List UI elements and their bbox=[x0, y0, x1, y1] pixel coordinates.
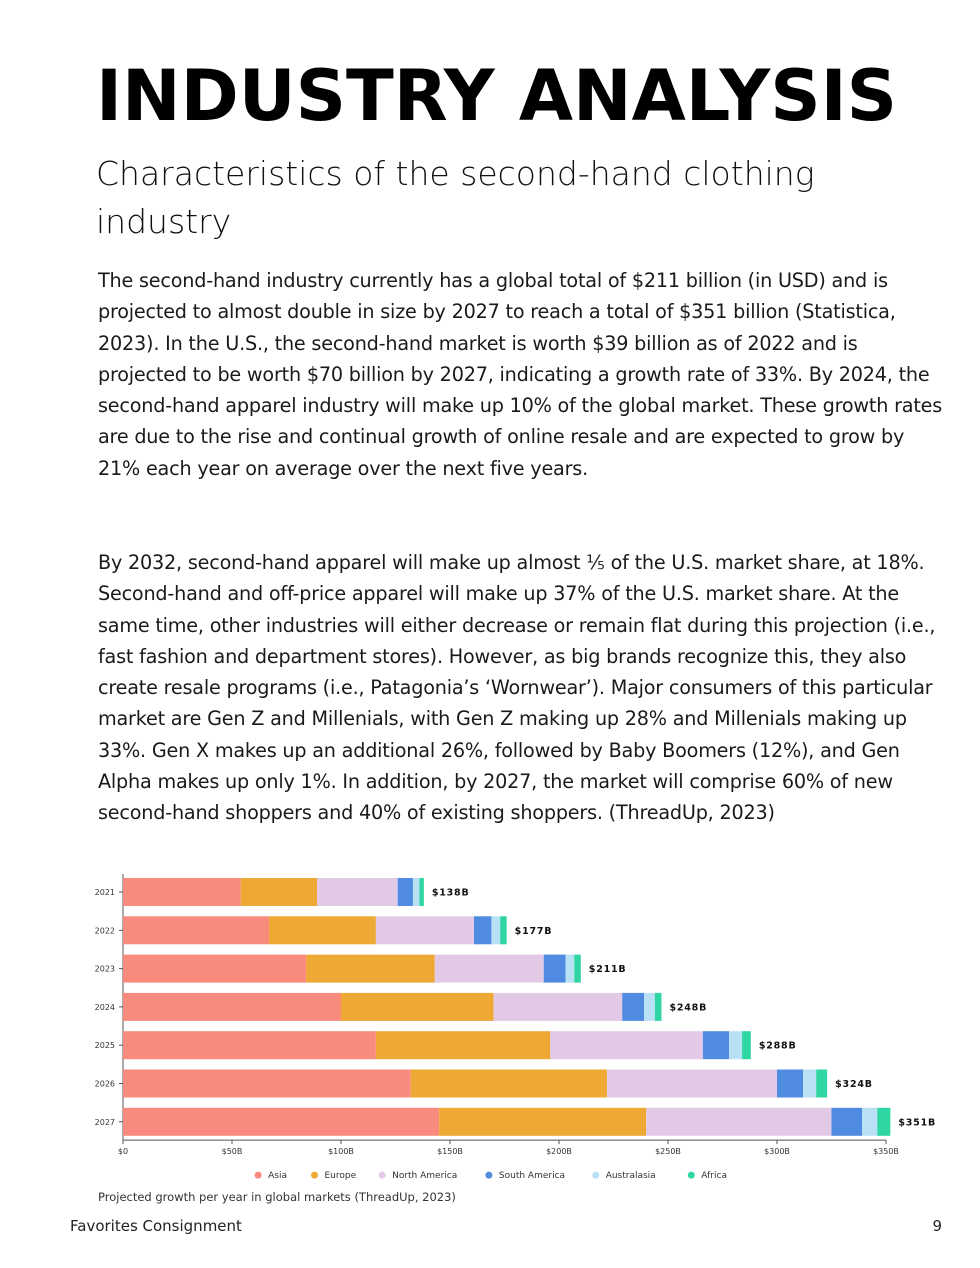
bar-segment-asia bbox=[123, 1108, 439, 1136]
bar-segment-north-america bbox=[646, 1108, 831, 1136]
x-tick-label: $200B bbox=[546, 1147, 572, 1157]
x-tick-label: $300B bbox=[764, 1147, 790, 1157]
bar-segment-australasia bbox=[729, 1031, 742, 1059]
bar-segment-asia bbox=[123, 955, 306, 983]
y-tick-label: 2027 bbox=[94, 1117, 115, 1127]
bar-segment-australasia bbox=[491, 916, 500, 944]
legend-label: South America bbox=[498, 1171, 566, 1182]
bar-segment-africa bbox=[500, 916, 507, 944]
bar-total-label: $324B bbox=[835, 1079, 873, 1090]
bar-segment-africa bbox=[419, 878, 423, 906]
bar-total-label: $211B bbox=[588, 964, 627, 976]
bar-segment-africa bbox=[816, 1070, 827, 1098]
legend-label: Europe bbox=[324, 1171, 357, 1182]
legend-label: Africa bbox=[701, 1171, 727, 1182]
bar-segment-australasia bbox=[566, 955, 575, 983]
x-tick-label: $50B bbox=[221, 1147, 243, 1157]
bar-segment-africa bbox=[655, 993, 662, 1021]
bar-segment-australasia bbox=[862, 1108, 877, 1136]
bar-segment-australasia bbox=[413, 878, 420, 906]
bar-segment-europe bbox=[306, 955, 435, 983]
legend-swatch bbox=[485, 1172, 492, 1179]
bar-segment-australasia bbox=[803, 1070, 816, 1098]
y-tick-label: 2024 bbox=[94, 1002, 115, 1012]
bar-segment-north-america bbox=[376, 916, 474, 944]
legend-swatch bbox=[592, 1172, 599, 1179]
page-title: INDUSTRY ANALYSIS bbox=[96, 55, 898, 137]
bar-segment-north-america bbox=[317, 878, 398, 906]
x-tick-label: $100B bbox=[328, 1147, 354, 1157]
legend-swatch bbox=[379, 1172, 386, 1179]
global-resale-chart bbox=[80, 868, 940, 1188]
footer-brand: Favorites Consignment bbox=[70, 1217, 242, 1235]
y-tick-label: 2025 bbox=[94, 1041, 115, 1051]
bar-segment-south-america bbox=[544, 955, 566, 983]
bar-segment-australasia bbox=[644, 993, 655, 1021]
bar-segment-europe bbox=[411, 1070, 607, 1098]
y-tick-label: 2026 bbox=[94, 1079, 115, 1089]
bar-segment-south-america bbox=[398, 878, 413, 906]
bar-segment-south-america bbox=[777, 1070, 803, 1098]
bar-total-label: $351B bbox=[898, 1117, 937, 1129]
bar-segment-europe bbox=[269, 916, 376, 944]
legend-swatch bbox=[255, 1172, 262, 1179]
x-tick-label: $0 bbox=[117, 1147, 129, 1157]
bar-segment-africa bbox=[877, 1108, 890, 1136]
bar-segment-north-america bbox=[550, 1031, 703, 1059]
legend-swatch bbox=[688, 1172, 695, 1179]
bar-segment-africa bbox=[574, 955, 581, 983]
bar-segment-asia bbox=[123, 1070, 411, 1098]
bar-segment-north-america bbox=[607, 1070, 777, 1098]
chart-caption: Projected growth per year in global markets (ThreadUp, 2023) bbox=[98, 1190, 456, 1204]
page-subtitle: Characteristics of the second-hand clothing industry bbox=[96, 154, 815, 241]
x-tick-label: $150B bbox=[437, 1147, 463, 1157]
bar-segment-south-america bbox=[703, 1031, 729, 1059]
y-tick-label: 2023 bbox=[94, 964, 115, 974]
body-paragraph-1: The second-hand industry currently has a global total of $211 billion (in USD) and is projected to almost double in size by 2027 to reach a total of $351 billion (Statistica, 2023). In the U.S., the second-hand market is worth $39 billion as of 2022 and is projected to be worth $70 billion by 2027, indicating a growth rate of 33%. By 2024, the second-hand apparel industry will make up 10% of the global market. These growth rates are due to the rise and continual growth of online resale and are expected to grow by 21% each year on average over the next five years. bbox=[98, 269, 943, 480]
bar-segment-asia bbox=[123, 916, 269, 944]
legend-label: North America bbox=[392, 1171, 458, 1182]
bar-segment-asia bbox=[123, 993, 341, 1021]
legend-label: Asia bbox=[268, 1171, 287, 1182]
y-tick-label: 2022 bbox=[94, 926, 115, 936]
legend-swatch bbox=[311, 1172, 318, 1179]
bar-segment-north-america bbox=[494, 993, 623, 1021]
legend-label: Australasia bbox=[605, 1171, 656, 1182]
bar-segment-north-america bbox=[435, 955, 544, 983]
bar-total-label: $248B bbox=[669, 1002, 708, 1014]
bar-segment-europe bbox=[439, 1108, 646, 1136]
x-tick-label: $350B bbox=[873, 1147, 899, 1157]
page-number: 9 bbox=[932, 1217, 942, 1235]
bar-segment-asia bbox=[123, 1031, 376, 1059]
bar-segment-africa bbox=[742, 1031, 751, 1059]
bar-segment-south-america bbox=[622, 993, 644, 1021]
bar-segment-europe bbox=[341, 993, 494, 1021]
bar-segment-europe bbox=[241, 878, 317, 906]
x-tick-label: $250B bbox=[655, 1147, 681, 1157]
bar-segment-europe bbox=[376, 1031, 550, 1059]
bar-total-label: $138B bbox=[431, 887, 470, 899]
y-tick-label: 2021 bbox=[94, 888, 115, 897]
body-paragraph-2: By 2032, second-hand apparel will make up almost ⅕ of the U.S. market share, at 18%. Second-hand and off-price apparel will make up 37% of the U.S. market share. At the same time, other industries will either decrease or remain flat during this projection (i.e., fast fashion and department stores). However, as big brands recognize this, they also create resale programs (i.e., Patagonia’s ‘Wornwear’). Major consumers of this particular market are Gen Z and Millenials, with Gen Z making up 28% and Millenials making up 33%. Gen X makes up an additional 26%, followed by Baby Boomers (12%), and Gen Alpha makes up only 1%. In addition, by 2027, the market will comprise 60% of new second-hand shoppers and 40% of existing shoppers. (ThreadUp, 2023) bbox=[98, 551, 936, 825]
bar-segment-south-america bbox=[832, 1108, 863, 1136]
bar-segment-south-america bbox=[474, 916, 491, 944]
bar-segment-asia bbox=[123, 878, 241, 906]
bar-total-label: $177B bbox=[514, 925, 553, 937]
bar-total-label: $288B bbox=[758, 1040, 797, 1052]
